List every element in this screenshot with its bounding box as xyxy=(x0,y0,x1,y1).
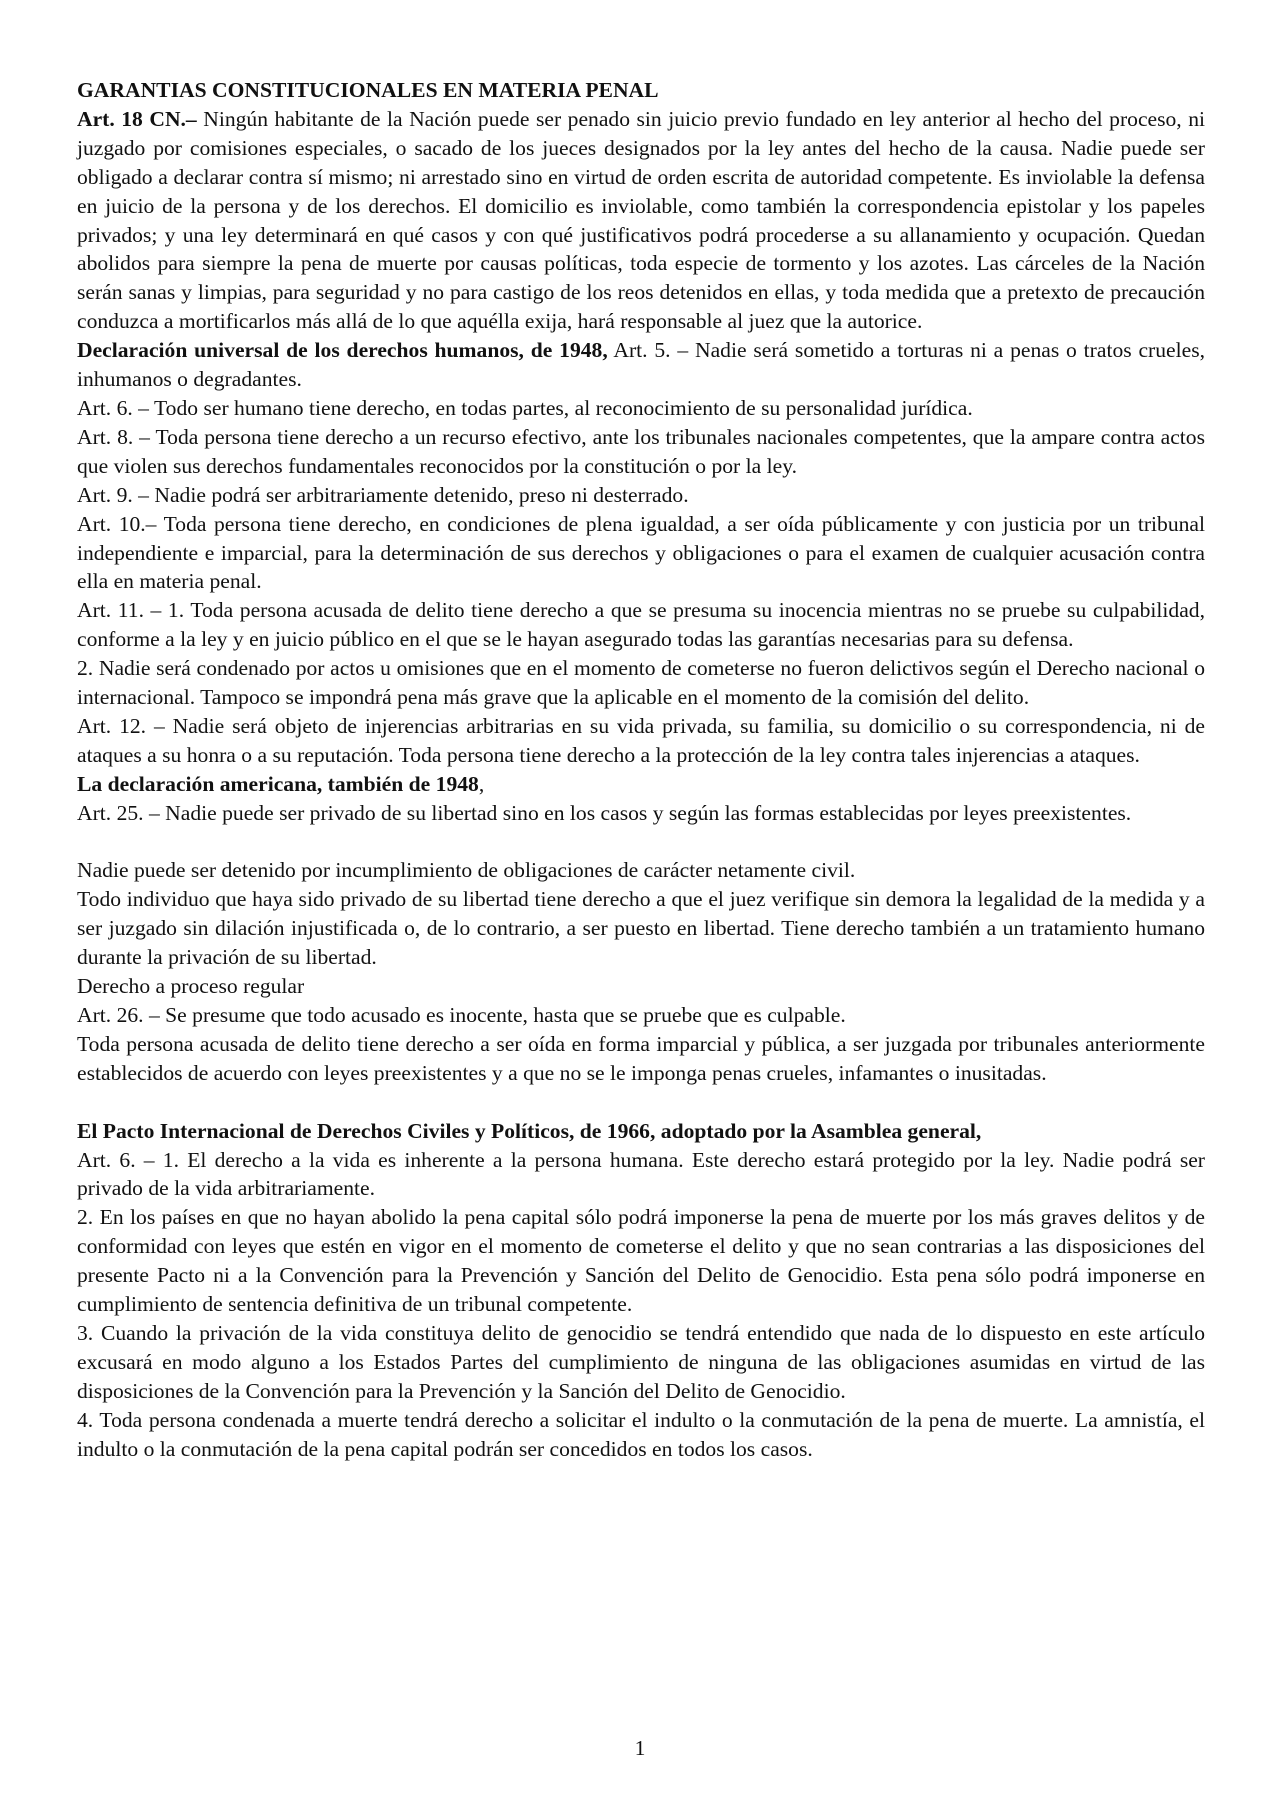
page-number: 1 xyxy=(634,1736,646,1760)
dudh-art5-text: Art. 5. – Nadie será sometido a torturas ni a penas o tratos crueles, inhumanos o degradantes. xyxy=(77,338,1205,392)
blank-line xyxy=(77,1088,1205,1117)
dadh-heading: La declaración americana, también de 1948 xyxy=(77,771,479,796)
document-title: GARANTIAS CONSTITUCIONALES EN MATERIA PENAL xyxy=(77,78,659,102)
pidcp-art6-3: 3. Cuando la privación de la vida constituya delito de genocidio se tendrá entendido que nada de lo dispuesto en este artículo excusará en modo alguno a los Estados Partes del cumplimiento de ninguna de las obligaciones asumidas en virtud de las disposiciones de la Convención para la Prevención y la Sanción del Delito de Genocidio. xyxy=(77,1320,1205,1403)
pidcp-heading: El Pacto Internacional de Derechos Civiles y Políticos, de 1966, adoptado por la Asamblea general, xyxy=(77,1118,982,1143)
dadh-heading-comma: , xyxy=(478,771,485,796)
dadh-acusada-paragraph: Toda persona acusada de delito tiene derecho a ser oída en forma imparcial y pública, a ser juzgada por tribunales anteriormente establecidos de acuerdo con leyes preexistentes y a que no se le imponga penas crueles, infamantes o inusitadas. xyxy=(77,1031,1205,1085)
blank-line xyxy=(77,828,1205,857)
dadh-art26: Art. 26. – Se presume que todo acusado es inocente, hasta que se pruebe que es culpable. xyxy=(77,1002,846,1027)
dudh-art10: Art. 10.– Toda persona tiene derecho, en condiciones de plena igualdad, a ser oída públicamente y con justicia por un tribunal independiente e imparcial, para la determinación de sus derechos y obligaciones o para el examen de cualquier acusación contra ella en materia penal. xyxy=(77,511,1205,594)
article-18-text: Ningún habitante de la Nación puede ser penado sin juicio previo fundado en ley anterior al hecho del proceso, ni juzgado por comisiones especiales, o sacado de los jueces designados por la ley antes del hecho de la causa. Nadie puede ser obligado a declarar contra sí mismo; ni arrestado sino en virtud de orden escrita de autoridad competente. Es inviolable la defensa en juicio de la persona y de los derechos. El domicilio es inviolable, como también la correspondencia epistolar y los papeles privados; y una ley determinará en qué casos y con qué justificativos podrá procederse a su allanamiento y ocupación. Quedan abolidos para siempre la pena de muerte por causas políticas, toda especie de tormento y los azotes. Las cárceles de la Nación serán sanas y limpias, para seguridad y no para castigo de los reos detenidos en ellas, y toda medida que a pretexto de precaución conduzca a mortificarlos más allá de lo que aquélla exija, hará responsable al juez que la autorice. xyxy=(77,106,1205,334)
dadh-civil-paragraph: Nadie puede ser detenido por incumplimiento de obligaciones de carácter netamente civil. xyxy=(77,858,856,883)
dudh-art12: Art. 12. – Nadie será objeto de injerencias arbitrarias en su vida privada, su familia, su domicilio o su correspondencia, ni de ataques a su honra o a su reputación. Toda persona tiene derecho a la protección de la ley contra tales injerencias a ataques. xyxy=(77,713,1205,767)
dudh-art11-1: Art. 11. – 1. Toda persona acusada de delito tiene derecho a que se presuma su inocencia mientras no se pruebe su culpabilidad, conforme a la ley y en juicio público en el que se le hayan asegurado todas las garantías necesarias para su defensa. xyxy=(77,598,1205,652)
dadh-heading-line xyxy=(77,770,1205,799)
dudh-art9: Art. 9. – Nadie podrá ser arbitrariamente detenido, preso ni desterrado. xyxy=(77,482,689,507)
pidcp-art6-4: 4. Toda persona condenada a muerte tendrá derecho a solicitar el indulto o la conmutación de la pena de muerte. La amnistía, el indulto o la conmutación de la pena capital podrán ser concedidos en todos los casos. xyxy=(77,1407,1205,1461)
pidcp-art6-2: 2. En los países en que no hayan abolido la pena capital sólo podrá imponerse la pena de muerte por los más graves delitos y de conformidad con leyes que estén en vigor en el momento de cometerse el delito y que no sean contrarias a las disposiciones del presente Pacto ni a la Convención para la Prevención y Sanción del Delito de Genocidio. Esta pena sólo podrá imponerse en cumplimiento de sentencia definitiva de un tribunal competente. xyxy=(77,1205,1205,1317)
pidcp-art6-1: Art. 6. – 1. El derecho a la vida es inherente a la persona humana. Este derecho estará protegido por la ley. Nadie podrá ser privado de la vida arbitrariamente. xyxy=(77,1147,1205,1201)
dudh-art6: Art. 6. – Todo ser humano tiene derecho, en todas partes, al reconocimiento de su personalidad jurídica. xyxy=(77,395,973,420)
document-page xyxy=(77,76,1205,1463)
dadh-subheading: Derecho a proceso regular xyxy=(77,974,305,999)
article-18-paragraph xyxy=(77,105,1205,336)
article-18-label: Art. 18 CN.– xyxy=(77,106,197,131)
dudh-art5-paragraph xyxy=(77,336,1205,394)
dadh-art25: Art. 25. – Nadie puede ser privado de su libertad sino en los casos y según las formas establecidas por leyes preexistentes. xyxy=(77,800,1132,825)
dadh-individuo-paragraph: Todo individuo que haya sido privado de su libertad tiene derecho a que el juez verifique sin demora la legalidad de la medida y a ser juzgado sin dilación injustificada o, de lo contrario, a ser puesto en libertad. Tiene derecho también a un tratamiento humano durante la privación de su libertad. xyxy=(77,887,1205,970)
dudh-art11-2: 2. Nadie será condenado por actos u omisiones que en el momento de cometerse no fueron delictivos según el Derecho nacional o internacional. Tampoco se impondrá pena más grave que la aplicable en el momento de la comisión del delito. xyxy=(77,656,1205,710)
dudh-art8: Art. 8. – Toda persona tiene derecho a un recurso efectivo, ante los tribunales nacionales competentes, que la ampare contra actos que violen sus derechos fundamentales reconocidos por la constitución o por la ley. xyxy=(77,424,1205,478)
dudh-heading: Declaración universal de los derechos humanos, de 1948, xyxy=(77,338,608,363)
